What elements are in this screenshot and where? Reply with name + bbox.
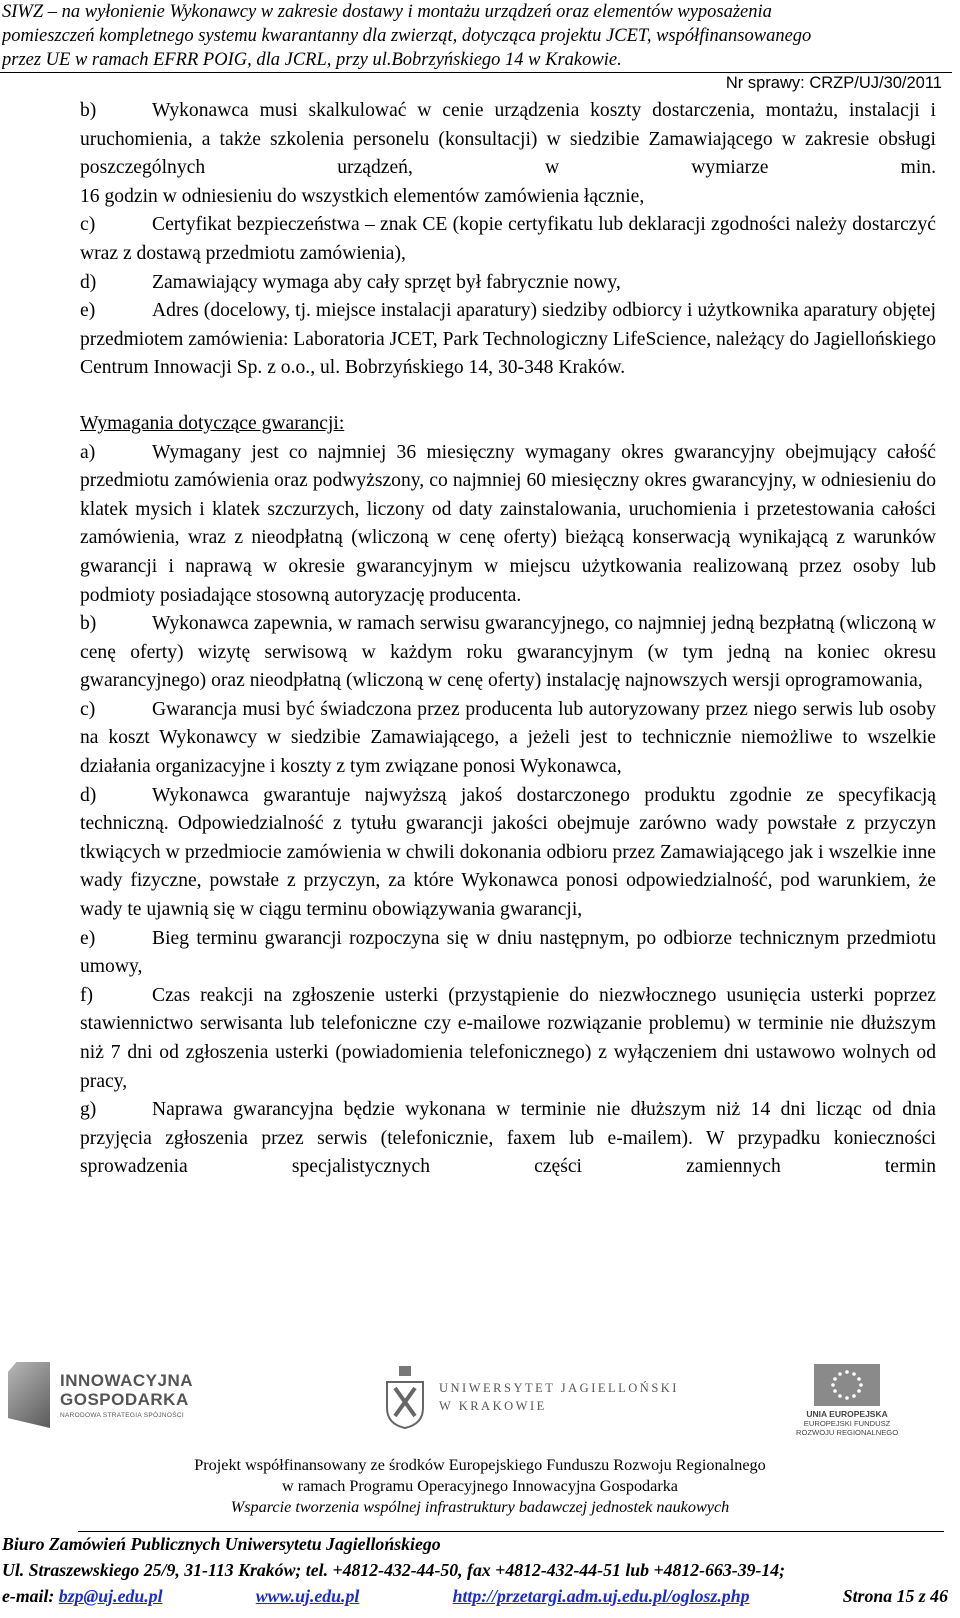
warranty-item-e [80,925,936,982]
logo-text: UNIWERSYTET JAGIELLOŃSKI [439,1381,679,1395]
header-line-2: pomieszczeń kompletnego systemu kwarantanny dla zwierząt, dotycząca projektu JCET, współfinansowanego [2,26,812,46]
warranty-item-d [80,782,936,925]
european-union-logo [796,1364,898,1437]
tender-link[interactable]: http://przetargi.adm.uj.edu.pl/oglosz.php [452,1586,750,1606]
item-text: Zamawiający wymaga aby cały sprzęt był fabrycznie nowy, [152,271,621,293]
innowacyjna-gospodarka-mark-icon [8,1362,50,1428]
item-label: d) [80,271,97,293]
email-label: e-mail: [2,1586,55,1606]
item-text: Wykonawca zapewnia, w ramach serwisu gwarancyjnego, co najmniej jedną bezpłatną (wliczoną w cenę oferty) wizytę serwisową w każdym roku gwarancyjnym (w tym jedną na koniec okresu gwarancyjnego) oraz nieodpłatną (wliczoną w cenę oferty) instalację najnowszych wersji oprogramowania, [80,613,936,692]
logo-strip [0,1362,960,1452]
item-text: Wymagany jest co najmniej 36 miesięczny wymagany okres gwarancyjny obejmujący całość przedmiotu zamówienia oraz podwyższony, co najmniej 60 miesięczny okres gwarancyjny, w odniesieniu do klatek mysich i klatek szczurzych, liczony od daty zainstalowania, uruchomienia i przetestowania całości zamówienia, wraz z nieodpłatną (wliczoną w cenę oferty) bieżącą konserwacją wynikającą z warunków gwarancji i naprawą w okresie gwarancyjnym w miejscu użytkowania realizowaną przez osoby lub podmioty posiadające stosowną autoryzację producenta. [80,441,936,606]
logo-text: W KRAKOWIE [439,1399,547,1413]
warranty-heading: Wymagania dotyczące gwarancji: [80,412,345,434]
warranty-item-c [80,696,936,782]
warranty-item-f [80,982,936,1096]
case-number: Nr sprawy: CRZP/UJ/30/2011 [725,74,942,92]
funding-line-3: Wsparcie tworzenia wspólnej infrastruktury badawczej jednostek naukowych [230,1498,730,1516]
item-label: d) [80,784,97,806]
logo-text: ROZWOJU REGIONALNEGO [796,1428,899,1437]
funding-notice [0,1455,960,1518]
page-number: Strona 15 z 46 [842,1586,948,1606]
eu-flag-icon [814,1364,880,1406]
funding-line-1: Projekt współfinansowany ze środków Europejskiego Funduszu Rozwoju Regionalnego [194,1456,766,1474]
item-label: c) [80,214,96,236]
document-header [0,0,952,72]
item-label: f) [80,984,94,1006]
item-d-paragraph [80,269,936,298]
warranty-item-g [80,1096,936,1182]
item-b-paragraph [80,97,936,183]
logo-text: EUROPEJSKI FUNDUSZ [803,1419,891,1428]
item-text: Czas reakcji na zgłoszenie usterki (przystąpienie do niezwłocznego usunięcia usterki poprzez stawiennictwo serwisanta lub telefoniczne czy e-mailowe rozwiązanie problemu) w terminie nie dłuższym niż 7 dni od zgłoszenia usterki (powiadomienia telefonicznego) z wyłączeniem dni ustawowo wolnych od pracy, [80,984,936,1092]
item-b-continuation [80,183,936,212]
header-line-1: SIWZ – na wyłonienie Wykonawcy w zakresie dostawy i montażu urządzeń oraz elementów wyposażenia [2,2,772,22]
item-text: Wykonawca gwarantuje najwyższą jakoś dostarczonego produktu zgodnie ze specyfikacją techniczną. Odpowiedzialność z tytułu gwarancji jakości obejmuje zarówno wady powstałe z przyczyn tkwiących w przedmiocie zamówienia w chwili dokonania odbioru przez Zamawiającego jak i wszelkie inne wady fizyczne, powstałe z przyczyn, za które Wykonawca ponosi odpowiedzialność, pod warunkiem, że wady te ujawnią się w ciągu terminu obowiązywania gwarancji, [80,784,936,921]
item-label: c) [80,698,96,720]
item-text: Bieg terminu gwarancji rozpoczyna się w dniu następnym, po odbiorze technicznym przedmiotu umowy, [80,927,936,978]
header-line-3: przez UE w ramach EFRR POIG, dla JCRL, przy ul.Bobrzyńskiego 14 w Krakowie. [2,50,622,70]
email-link[interactable]: bzp@uj.edu.pl [58,1586,163,1606]
website-link[interactable]: www.uj.edu.pl [255,1586,360,1606]
footer-org: Biuro Zamówień Publicznych Uniwersytetu Jagiellońskiego [2,1534,441,1554]
item-label: a) [80,441,96,463]
item-text: Naprawa gwarancyjna będzie wykonana w terminie nie dłuższym niż 14 dni licząc od dnia przyjęcia zgłoszenia przez serwis (telefonicznie, faxem lub e-mailem). W przypadku konieczności sprowadzenia specjalistycznych części zamiennych termin [80,1099,936,1178]
funding-line-2: w ramach Programu Operacyjnego Innowacyjna Gospodarka [281,1477,678,1495]
item-label: g) [80,1099,97,1121]
document-body [80,97,936,1182]
item-text-tail: 16 godzin w odniesieniu do wszystkich elementów zamówienia łącznie, [80,185,645,207]
footer-links-row [2,1583,948,1609]
logo-text: INNOWACYJNA [60,1371,194,1390]
logo-subtext: NARODOWA STRATEGIA SPÓJNOŚCI [60,1412,184,1419]
uniwersytet-jagiellonski-logo [383,1364,679,1430]
item-label: b) [80,100,97,121]
uj-crest-icon [383,1364,427,1430]
item-text: Wykonawca musi skalkulować w cenie urządzenia koszty dostarczenia, montażu, instalacji i uruchomienia, a także szkolenia personelu (konsultacji) w siedzibie Zamawiającego w zakresie obsługi poszczególnych urządzeń, w wymiarze min. [80,100,936,179]
item-label: e) [80,300,96,322]
innowacyjna-gospodarka-logo [8,1362,193,1428]
item-text: Certyfikat bezpieczeństwa – znak CE (kopie certyfikatu lub deklaracji zgodności należy dostarczyć wraz z dostawą przedmiotu zamówienia), [80,214,936,264]
footer-address: Ul. Straszewskiego 25/9, 31-113 Kraków; tel. +4812-432-44-50, fax +4812-432-44-51 lub +4812-663-39-14; [2,1560,786,1580]
item-text: Gwarancja musi być świadczona przez producenta lub autoryzowany przez niego serwis lub osoby na koszt Wykonawcy w siedzibie Zamawiającego, a jeżeli jest to technicznie niemożliwe to wszelkie działania organizacyjne i koszty z tym związane ponosi Wykonawca, [80,698,936,778]
logo-text: UNIA EUROPEJSKA [806,1409,888,1419]
warranty-item-a [80,439,936,611]
logo-text: GOSPODARKA [60,1390,189,1409]
item-label: e) [80,927,96,949]
warranty-item-b [80,610,936,696]
item-e-paragraph [80,297,936,383]
item-c-paragraph [80,211,936,268]
document-footer [2,1531,948,1609]
item-label: b) [80,613,97,635]
item-text: Adres (docelowy, tj. miejsce instalacji aparatury) siedziby odbiorcy i użytkownika aparatury objętej przedmiotem zamówienia: Laboratoria JCET, Park Technologiczny LifeScience, należący do Jagiellońskiego Centrum Innowacji Sp. z o.o., ul. Bobrzyńskiego 14, 30-348 Kraków. [80,300,936,379]
